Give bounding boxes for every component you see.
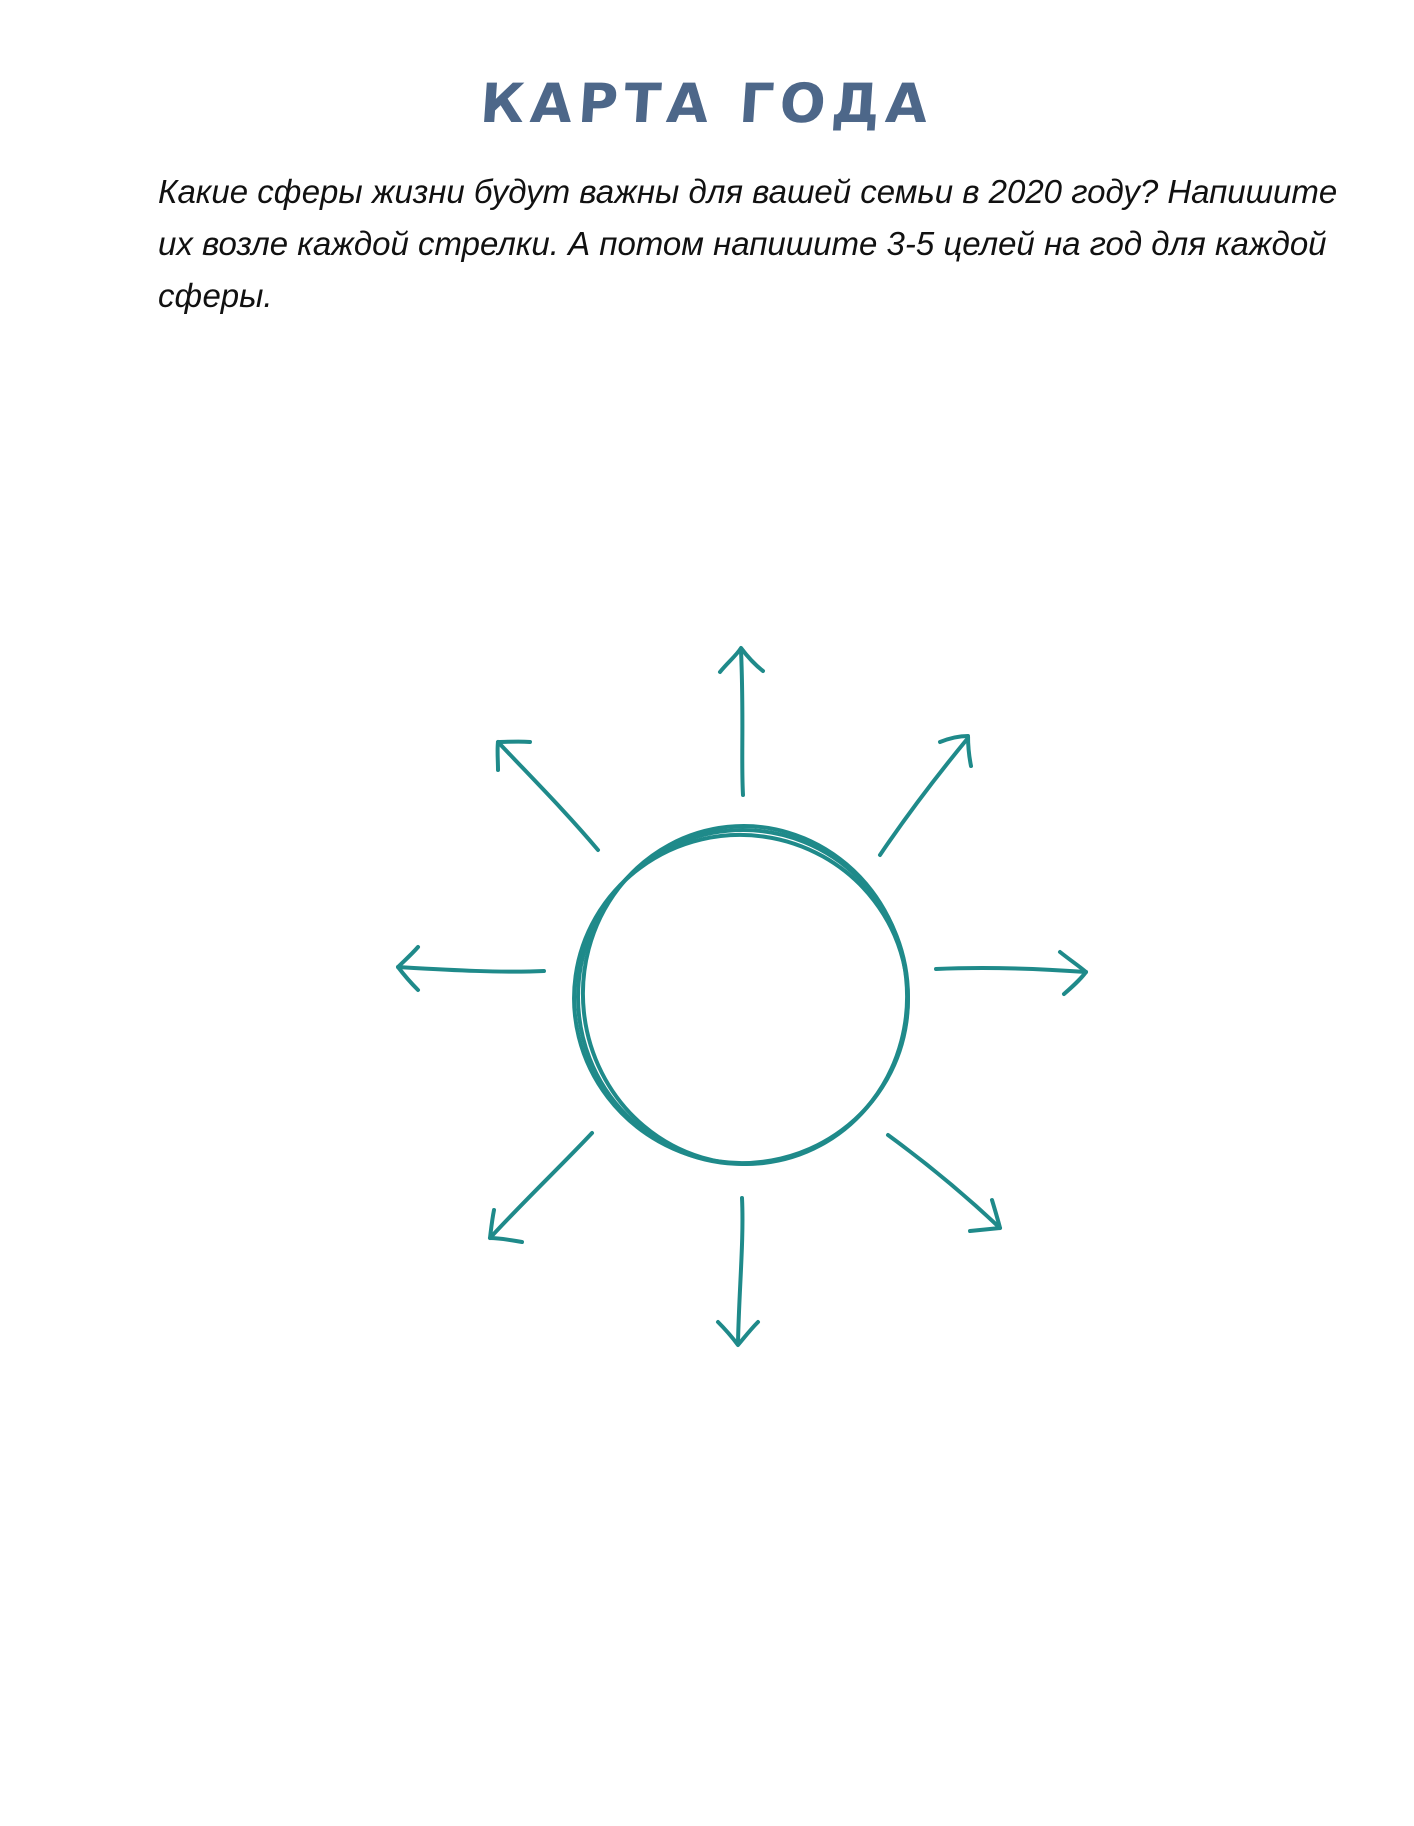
center-circle (553, 810, 929, 1185)
arrow-right (936, 952, 1086, 994)
page-title: КАРТА ГОДА (478, 72, 936, 135)
arrow-up-left (498, 742, 598, 850)
arrow-up-right (880, 736, 971, 855)
arrow-down-left (490, 1133, 592, 1242)
arrow-left (398, 947, 544, 990)
arrow-up (720, 648, 763, 795)
instructions-text: Какие сферы жизни будут важны для вашей семьи в 2020 году? Напишите их возле каждой стрелки. А потом напишите 3-5 целей на год для каждой сферы. (158, 173, 1338, 314)
arrow-down (718, 1198, 758, 1345)
arrow-down-right (888, 1135, 1000, 1231)
